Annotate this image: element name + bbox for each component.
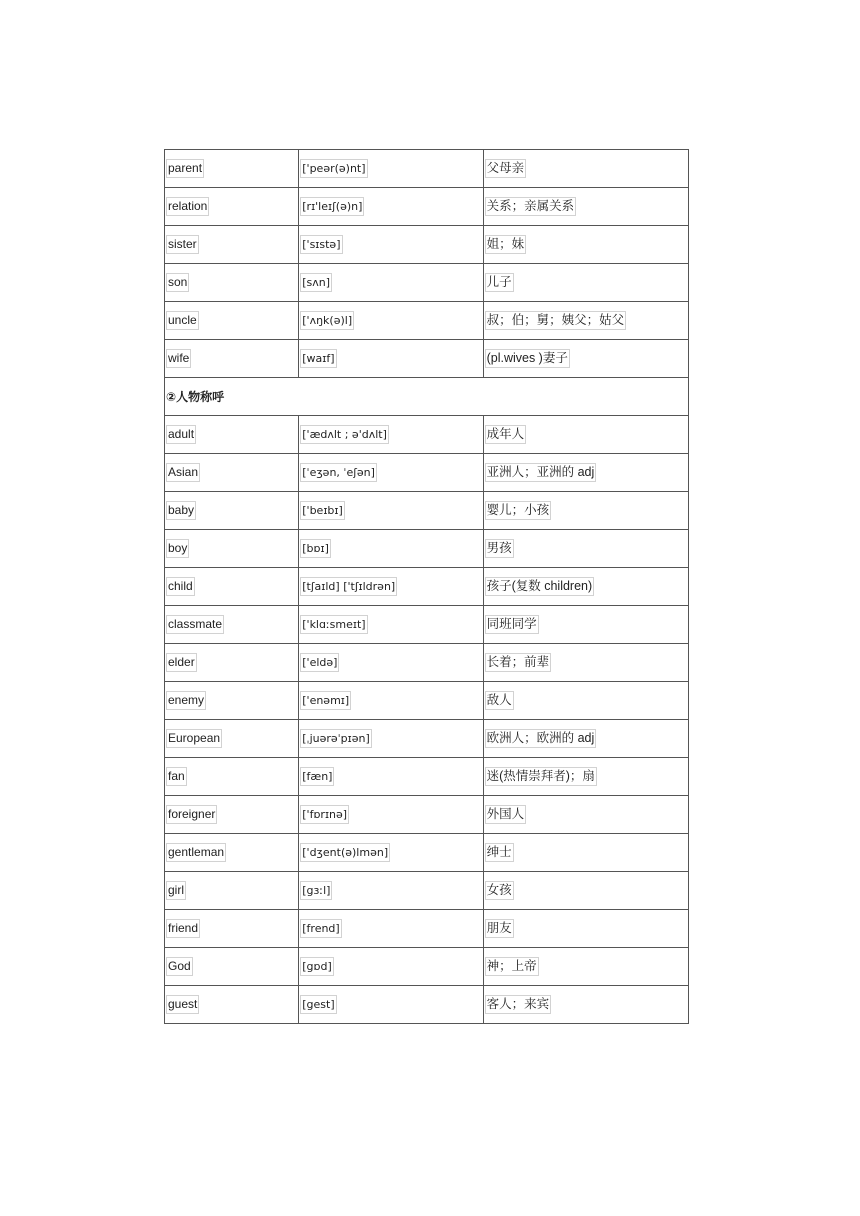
word-cell: [165, 986, 299, 1024]
phonetic-cell: [299, 834, 483, 872]
meaning-text: 婴儿；小孩: [485, 501, 552, 520]
word-cell: [165, 492, 299, 530]
meaning-cell: [483, 720, 688, 758]
table-row: [165, 758, 689, 796]
word-text: sister: [166, 235, 199, 254]
word-text: uncle: [166, 311, 199, 330]
word-cell: [165, 264, 299, 302]
table-row: [165, 948, 689, 986]
word-cell: [165, 720, 299, 758]
word-cell: [165, 758, 299, 796]
meaning-cell: [483, 872, 688, 910]
phonetic-cell: [299, 492, 483, 530]
word-cell: [165, 948, 299, 986]
word-text: son: [166, 273, 189, 292]
meaning-cell: [483, 188, 688, 226]
meaning-cell: [483, 530, 688, 568]
meaning-cell: [483, 910, 688, 948]
word-text: enemy: [166, 691, 206, 710]
phonetic-text: ['peər(ə)nt]: [300, 159, 367, 178]
word-text: European: [166, 729, 222, 748]
word-cell: [165, 188, 299, 226]
meaning-cell: [483, 302, 688, 340]
meaning-text: 关系；亲属关系: [485, 197, 577, 216]
table-row: [165, 834, 689, 872]
meaning-text: 神；上帝: [485, 957, 539, 976]
phonetic-text: [sʌn]: [300, 273, 332, 292]
phonetic-text: [fæn]: [300, 767, 334, 786]
phonetic-cell: [299, 758, 483, 796]
word-text: girl: [166, 881, 186, 900]
table-row: [165, 188, 689, 226]
meaning-cell: [483, 834, 688, 872]
table-row: [165, 910, 689, 948]
meaning-text: 男孩: [485, 539, 514, 558]
vocabulary-table: [164, 149, 689, 1024]
word-cell: [165, 302, 299, 340]
phonetic-cell: [299, 872, 483, 910]
word-cell: [165, 150, 299, 188]
phonetic-text: [gɒd]: [300, 957, 334, 976]
table-row: [165, 872, 689, 910]
phonetic-text: ['beɪbɪ]: [300, 501, 345, 520]
word-text: boy: [166, 539, 189, 558]
word-text: Asian: [166, 463, 200, 482]
meaning-text: 外国人: [485, 805, 527, 824]
word-cell: [165, 682, 299, 720]
table-row: [165, 264, 689, 302]
meaning-cell: [483, 454, 688, 492]
phonetic-cell: [299, 226, 483, 264]
table-row: [165, 568, 689, 606]
word-text: parent: [166, 159, 204, 178]
word-text: friend: [166, 919, 200, 938]
table-row: [165, 150, 689, 188]
meaning-text: 女孩: [485, 881, 514, 900]
word-cell: [165, 834, 299, 872]
phonetic-cell: [299, 302, 483, 340]
meaning-text: 敌人: [485, 691, 514, 710]
word-cell: [165, 530, 299, 568]
meaning-text: 父母亲: [485, 159, 527, 178]
table-row: [165, 492, 689, 530]
phonetic-text: ['eldə]: [300, 653, 339, 672]
word-text: elder: [166, 653, 197, 672]
word-text: wife: [166, 349, 191, 368]
word-text: fan: [166, 767, 187, 786]
table-row: [165, 454, 689, 492]
table-row: [165, 340, 689, 378]
word-cell: [165, 226, 299, 264]
meaning-text: 迷(热情崇拜者)；扇: [485, 767, 597, 786]
meaning-text: 儿子: [485, 273, 514, 292]
meaning-cell: [483, 796, 688, 834]
meaning-cell: [483, 264, 688, 302]
table-row: [165, 682, 689, 720]
phonetic-text: ['fɒrɪnə]: [300, 805, 349, 824]
word-cell: [165, 910, 299, 948]
word-text: foreigner: [166, 805, 217, 824]
table-row: [165, 302, 689, 340]
meaning-text: 亚洲人；亚洲的 adj: [485, 463, 597, 482]
phonetic-text: [gest]: [300, 995, 336, 1014]
meaning-text: 叔；伯；舅；姨父；姑父: [485, 311, 627, 330]
phonetic-cell: [299, 606, 483, 644]
phonetic-text: [bɒɪ]: [300, 539, 331, 558]
meaning-text: 孩子(复数 children): [485, 577, 595, 596]
phonetic-text: ['ʌŋk(ə)l]: [300, 311, 354, 330]
phonetic-cell: [299, 454, 483, 492]
phonetic-cell: [299, 188, 483, 226]
meaning-cell: [483, 416, 688, 454]
phonetic-text: [gɜːl]: [300, 881, 332, 900]
phonetic-cell: [299, 264, 483, 302]
meaning-text: 长着；前辈: [485, 653, 552, 672]
table-row: [165, 986, 689, 1024]
phonetic-cell: [299, 568, 483, 606]
section-title: ②人物称呼: [165, 378, 689, 416]
phonetic-cell: [299, 340, 483, 378]
word-text: God: [166, 957, 193, 976]
phonetic-text: [tʃaɪld] ['tʃɪldrən]: [300, 577, 397, 596]
meaning-cell: [483, 644, 688, 682]
meaning-text: 欧洲人；欧洲的 adj: [485, 729, 597, 748]
meaning-cell: [483, 606, 688, 644]
word-text: classmate: [166, 615, 224, 634]
meaning-cell: [483, 986, 688, 1024]
word-text: adult: [166, 425, 196, 444]
vocabulary-table-body: [165, 150, 689, 1024]
table-row: [165, 530, 689, 568]
meaning-text: 朋友: [485, 919, 514, 938]
phonetic-cell: [299, 796, 483, 834]
meaning-text: 客人；来宾: [485, 995, 552, 1014]
phonetic-text: ['ædʌlt ; ə'dʌlt]: [300, 425, 389, 444]
meaning-cell: [483, 568, 688, 606]
meaning-text: 绅士: [485, 843, 514, 862]
word-text: baby: [166, 501, 196, 520]
meaning-cell: [483, 492, 688, 530]
word-cell: [165, 872, 299, 910]
meaning-cell: [483, 948, 688, 986]
word-text: child: [166, 577, 195, 596]
table-row: [165, 226, 689, 264]
word-text: gentleman: [166, 843, 226, 862]
word-cell: [165, 340, 299, 378]
phonetic-text: ['klɑːsmeɪt]: [300, 615, 367, 634]
meaning-text: 姐；妹: [485, 235, 527, 254]
phonetic-cell: [299, 644, 483, 682]
phonetic-cell: [299, 720, 483, 758]
phonetic-text: [frend]: [300, 919, 341, 938]
phonetic-text: ['sɪstə]: [300, 235, 342, 254]
phonetic-cell: [299, 416, 483, 454]
phonetic-cell: [299, 948, 483, 986]
table-row: [165, 796, 689, 834]
word-cell: [165, 416, 299, 454]
word-cell: [165, 454, 299, 492]
word-text: guest: [166, 995, 199, 1014]
word-cell: [165, 606, 299, 644]
section-header-row: [165, 378, 689, 416]
phonetic-cell: [299, 682, 483, 720]
phonetic-text: [ˈeʒən, ˈeʃən]: [300, 463, 377, 482]
phonetic-text: ['dʒent(ə)lmən]: [300, 843, 390, 862]
word-cell: [165, 796, 299, 834]
meaning-text: (pl.wives )妻子: [485, 349, 570, 368]
phonetic-text: [ˌjuərəˈpɪən]: [300, 729, 372, 748]
phonetic-text: [waɪf]: [300, 349, 336, 368]
phonetic-cell: [299, 910, 483, 948]
meaning-cell: [483, 758, 688, 796]
meaning-text: 成年人: [485, 425, 527, 444]
meaning-cell: [483, 150, 688, 188]
word-text: relation: [166, 197, 209, 216]
word-cell: [165, 568, 299, 606]
table-row: [165, 606, 689, 644]
table-row: [165, 720, 689, 758]
meaning-text: 同班同学: [485, 615, 539, 634]
table-row: [165, 416, 689, 454]
phonetic-cell: [299, 986, 483, 1024]
meaning-cell: [483, 340, 688, 378]
meaning-cell: [483, 682, 688, 720]
phonetic-cell: [299, 530, 483, 568]
meaning-cell: [483, 226, 688, 264]
phonetic-cell: [299, 150, 483, 188]
word-cell: [165, 644, 299, 682]
phonetic-text: [rɪ'leɪʃ(ə)n]: [300, 197, 364, 216]
phonetic-text: ['enəmɪ]: [300, 691, 351, 710]
table-row: [165, 644, 689, 682]
